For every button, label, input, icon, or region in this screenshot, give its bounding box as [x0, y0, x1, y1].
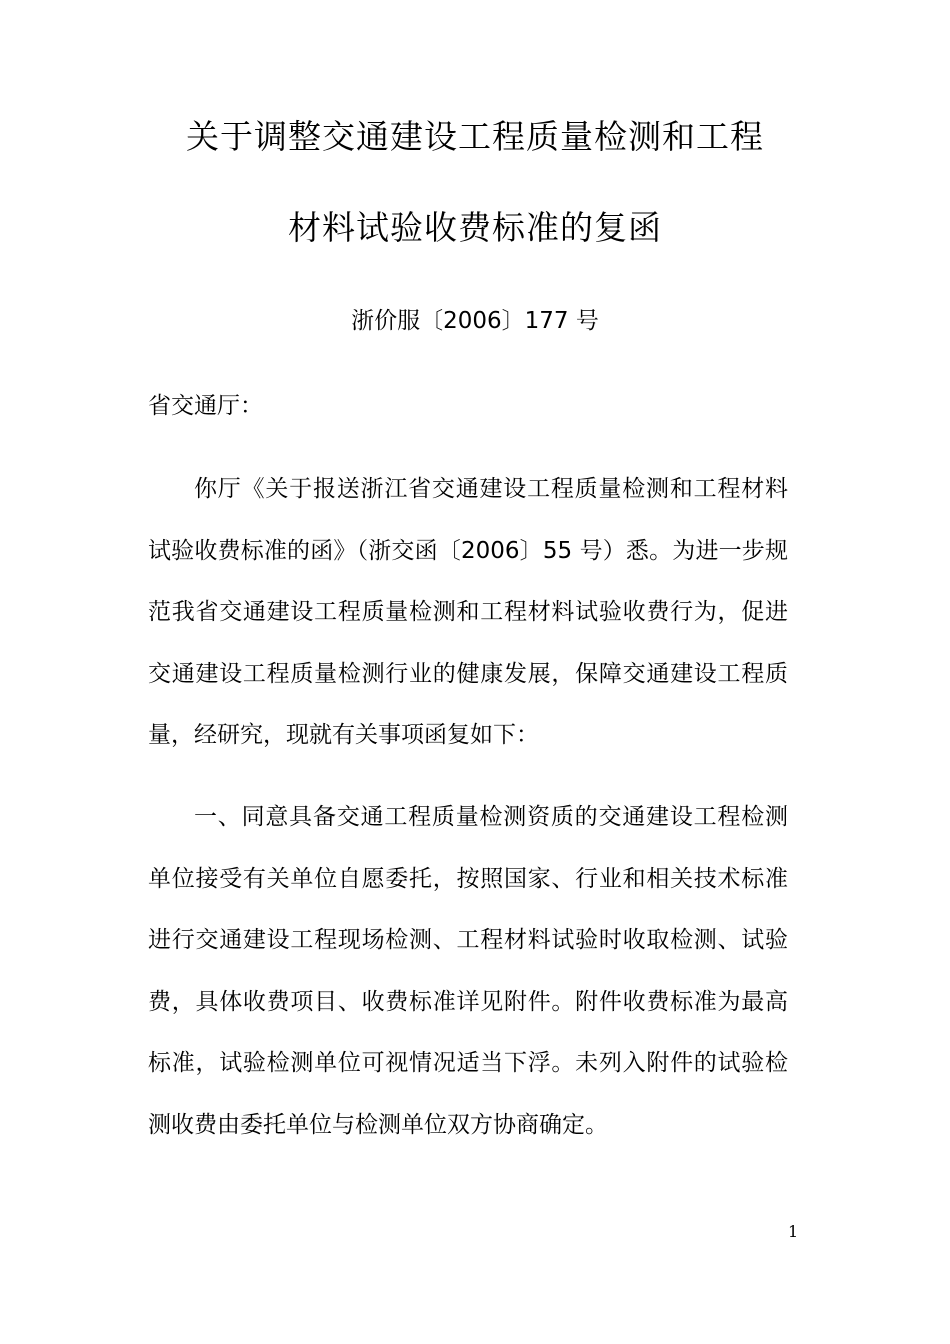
document-number: 浙价服〔2006〕177 号 — [351, 308, 599, 334]
document-title-line-1: 关于调整交通建设工程质量检测和工程 — [186, 117, 764, 156]
body-paragraph-1: 你厅《关于报送浙江省交通建设工程质量检测和工程材料试验收费标准的函》（浙交函〔2006〕55 号）悉。为进一步规范我省交通建设工程质量检测和工程材料试验收费行为，促进交通建设工程质量检测行业的健康发展，保障交通建设工程质量，经研究，现就有关事项函复如下： — [148, 476, 788, 748]
body-paragraph-2: 一、同意具备交通工程质量检测资质的交通建设工程检测单位接受有关单位自愿委托，按照国家、行业和相关技术标准进行交通建设工程现场检测、工程材料试验时收取检测、试验费，具体收费项目、收费标准详见附件。附件收费标准为最高标准，试验检测单位可视情况适当下浮。未列入附件的试验检测收费由委托单位与检测单位双方协商确定。 — [148, 804, 788, 1138]
document-title-line-2: 材料试验收费标准的复函 — [288, 208, 662, 247]
page-number: 1 — [788, 1222, 799, 1241]
salutation: 省交通厅： — [148, 393, 263, 419]
